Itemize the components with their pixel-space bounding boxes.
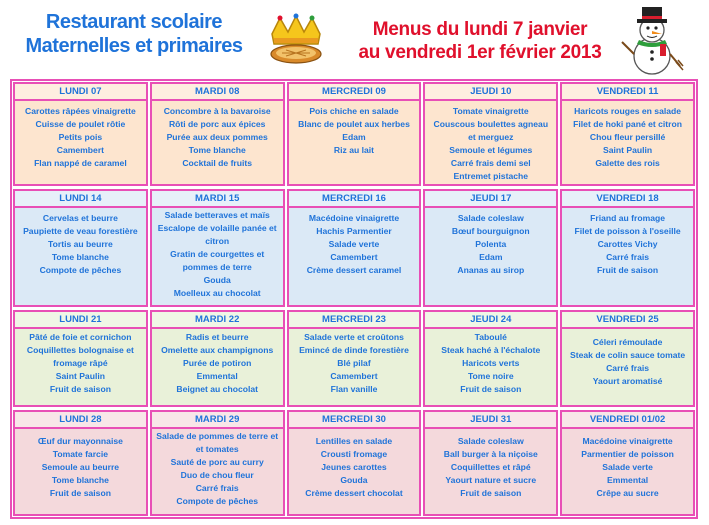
menu-item: Ball burger à la niçoise — [443, 449, 538, 459]
menu-item: Bœuf bourguignon — [451, 226, 530, 236]
menu-item: Flan nappé de caramel — [34, 158, 127, 168]
menu-item: Œuf dur mayonnaise — [37, 436, 123, 446]
menu-item: Cocktail de fruits — [182, 158, 253, 168]
menu-item: Galette des rois — [595, 158, 660, 168]
menu-item: Edam — [479, 252, 503, 262]
menu-item: Purée de potiron — [183, 358, 252, 368]
menu-item: Pois chiche en salade — [309, 106, 399, 116]
menu-item: Salade de pommes de terre et — [156, 431, 279, 441]
menu-item: Tome blanche — [188, 145, 246, 155]
menu-item: Coquillettes bolognaise et — [26, 345, 134, 355]
menu-item: Fruit de saison — [49, 384, 111, 394]
menu-items — [425, 208, 556, 277]
day-header: LUNDI 28 — [15, 412, 146, 429]
week-row-3 — [12, 310, 696, 407]
menu-item: Carré frais — [195, 483, 239, 493]
menu-item: Escalope de volaille panée et — [157, 223, 277, 233]
menu-item: Gouda — [203, 275, 231, 285]
header — [0, 0, 709, 80]
menu-item: Riz au lait — [333, 145, 375, 155]
menu-items — [289, 329, 420, 396]
menu-item: Friand au fromage — [590, 213, 666, 223]
day-header: MERCREDI 09 — [289, 84, 420, 101]
day-cell — [560, 82, 695, 186]
restaurant-title-line1: Restaurant scolaire — [45, 11, 223, 33]
day-cell — [560, 410, 695, 516]
menu-item: Hachis Parmentier — [316, 226, 392, 236]
menu-item: Rôti de porc aux épices — [168, 119, 266, 129]
menu-item: Blanc de poulet aux herbes — [298, 119, 410, 129]
day-cell — [150, 410, 285, 516]
menu-item: Saint Paulin — [55, 371, 105, 381]
day-cell — [287, 189, 422, 307]
menu-item: Crousti fromage — [320, 449, 388, 459]
menu-item: Tome noire — [467, 371, 514, 381]
menu-item: Haricots rouges en salade — [574, 106, 682, 116]
menu-period-line1: Menus du lundi 7 janvier — [372, 19, 588, 40]
day-header: VENDREDI 25 — [562, 312, 693, 329]
menu-item: Crêpe au sucre — [596, 488, 659, 498]
menu-item: Salade verte — [328, 239, 380, 249]
menu-item: Emmental — [607, 475, 649, 485]
menu-item: Paupiette de veau forestière — [23, 226, 138, 236]
menu-items — [289, 208, 420, 277]
menu-item: Macédoine vinaigrette — [582, 436, 673, 446]
menu-item: Emincé de dinde forestière — [299, 345, 409, 355]
menu-item: Ananas au sirop — [457, 265, 525, 275]
menu-item: Compote de pêches — [176, 496, 259, 506]
menu-item: Chou fleur persillé — [589, 132, 666, 142]
menu-items — [289, 101, 420, 157]
menu-item: Blé pilaf — [337, 358, 371, 368]
menu-grid — [10, 79, 698, 519]
day-cell — [423, 82, 558, 186]
menu-item: citron — [205, 236, 230, 246]
day-header: MERCREDI 30 — [289, 412, 420, 429]
day-header: LUNDI 21 — [15, 312, 146, 329]
day-cell — [287, 82, 422, 186]
menu-item: Omelette aux champignons — [161, 345, 274, 355]
menu-item: Fruit de saison — [597, 265, 659, 275]
menu-item: Carré frais demi sel — [450, 158, 531, 168]
menu-item: Saint Paulin — [602, 145, 653, 155]
menu-item: Jeunes carottes — [321, 462, 387, 472]
day-cell — [13, 410, 148, 516]
menu-item: Beignet au chocolat — [176, 384, 259, 394]
day-cell — [287, 310, 422, 407]
menu-items — [425, 101, 556, 183]
menu-items — [425, 429, 556, 500]
menu-item: Steak de colin sauce tomate — [570, 350, 686, 360]
menu-item: Salade coleslaw — [457, 213, 524, 223]
menu-item: Coquillettes et râpé — [450, 462, 531, 472]
day-cell — [150, 82, 285, 186]
menu-items — [562, 101, 693, 170]
menu-item: Salade betteraves et maïs — [164, 210, 270, 220]
menu-item: Couscous boulettes agneau — [433, 119, 549, 129]
day-header: MERCREDI 16 — [289, 191, 420, 208]
menu-item: Cervelas et beurre — [42, 213, 118, 223]
menu-item: Tomate vinaigrette — [452, 106, 529, 116]
menu-items — [15, 208, 146, 277]
menu-items — [152, 101, 283, 170]
menu-item: et merguez — [468, 132, 514, 142]
day-cell — [150, 310, 285, 407]
menu-item: Tortis au beurre — [48, 239, 113, 249]
menu-item: Polenta — [475, 239, 507, 249]
menu-period-title — [330, 18, 630, 64]
menu-items — [15, 429, 146, 500]
day-header: MARDI 08 — [152, 84, 283, 101]
menu-items — [152, 208, 283, 300]
menu-item: Moelleux au chocolat — [173, 288, 261, 298]
day-cell — [150, 189, 285, 307]
day-cell — [13, 189, 148, 307]
day-header: VENDREDI 18 — [562, 191, 693, 208]
menu-item: Crème dessert chocolat — [305, 488, 403, 498]
day-header: JEUDI 17 — [425, 191, 556, 208]
day-cell — [13, 310, 148, 407]
menu-item: Compote de pêches — [39, 265, 122, 275]
menu-item: et tomates — [195, 444, 239, 454]
day-header: MERCREDI 23 — [289, 312, 420, 329]
day-header: MARDI 22 — [152, 312, 283, 329]
menu-item: pommes de terre — [182, 262, 252, 272]
menu-items — [152, 429, 283, 508]
menu-item: Petits pois — [58, 132, 103, 142]
day-cell — [423, 189, 558, 307]
menu-item: Radis et beurre — [185, 332, 249, 342]
menu-item: Carottes râpées vinaigrette — [24, 106, 136, 116]
menu-item: Tomate farcie — [52, 449, 109, 459]
day-cell — [13, 82, 148, 186]
day-cell — [423, 410, 558, 516]
menu-item: Semoule au beurre — [41, 462, 120, 472]
menu-item: Taboulé — [474, 332, 507, 342]
day-header: LUNDI 07 — [15, 84, 146, 101]
crown-galette-icon — [266, 12, 326, 67]
menu-item: Semoule et légumes — [449, 145, 533, 155]
menu-item: Tome blanche — [51, 475, 109, 485]
week-row-1 — [12, 82, 696, 186]
menu-item: Salade verte et croûtons — [304, 332, 404, 342]
menu-item: Filet de hoki pané et citron — [573, 119, 683, 129]
day-header: MARDI 15 — [152, 191, 283, 208]
menu-item: Fruit de saison — [460, 384, 522, 394]
menu-item: Concombre à la bavaroise — [163, 106, 271, 116]
day-header: VENDREDI 11 — [562, 84, 693, 101]
menu-item: Purée aux deux pommes — [166, 132, 268, 142]
menu-item: Parmentier de poisson — [581, 449, 674, 459]
menu-item: Macédoine vinaigrette — [308, 213, 400, 223]
day-header: MARDI 29 — [152, 412, 283, 429]
menu-items — [562, 208, 693, 277]
menu-item: Pâté de foie et cornichon — [29, 332, 132, 342]
menu-item: Yaourt nature et sucre — [445, 475, 537, 485]
day-cell — [560, 189, 695, 307]
menu-item: Sauté de porc au curry — [170, 457, 264, 467]
restaurant-title — [14, 10, 254, 58]
menu-items — [425, 329, 556, 396]
menu-items — [152, 329, 283, 396]
menu-items — [15, 101, 146, 170]
menu-item: Crème dessert caramel — [306, 265, 402, 275]
day-header: JEUDI 31 — [425, 412, 556, 429]
menu-item: Camembert — [330, 252, 378, 262]
menu-item: Camembert — [330, 371, 378, 381]
snowman-icon — [620, 4, 684, 78]
menu-item: Gouda — [340, 475, 368, 485]
menu-items — [15, 329, 146, 396]
menu-item: Filet de poisson à l'oseille — [574, 226, 681, 236]
menu-item: Fruit de saison — [49, 488, 111, 498]
menu-item: Emmental — [196, 371, 238, 381]
restaurant-title-line2: Maternelles et primaires — [25, 35, 243, 57]
menu-item: Salade verte — [602, 462, 653, 472]
menu-item: Duo de chou fleur — [180, 470, 254, 480]
menu-item: Yaourt aromatisé — [592, 376, 663, 386]
menu-item: Edam — [342, 132, 366, 142]
day-header: LUNDI 14 — [15, 191, 146, 208]
menu-item: Cuisse de poulet rôtie — [35, 119, 126, 129]
day-header: JEUDI 24 — [425, 312, 556, 329]
menu-item: Céleri rémoulade — [592, 337, 663, 347]
menu-items — [562, 429, 693, 500]
menu-item: Carré frais — [606, 363, 650, 373]
week-row-2 — [12, 189, 696, 307]
menu-item: Gratin de courgettes et — [170, 249, 265, 259]
menu-items — [289, 429, 420, 500]
menu-item: fromage râpé — [53, 358, 108, 368]
day-cell — [560, 310, 695, 407]
menu-item: Steak haché à l'échalote — [441, 345, 541, 355]
day-cell — [423, 310, 558, 407]
day-header: VENDREDI 01/02 — [562, 412, 693, 429]
menu-period-line2: au vendredi 1er février 2013 — [358, 42, 602, 63]
menu-item: Haricots verts — [462, 358, 520, 368]
menu-item: Salade coleslaw — [457, 436, 524, 446]
menu-item: Entremet pistache — [453, 171, 529, 181]
menu-item: Fruit de saison — [460, 488, 522, 498]
menu-item: Camembert — [56, 145, 105, 155]
menu-item: Tome blanche — [51, 252, 109, 262]
menu-item: Lentilles en salade — [315, 436, 393, 446]
menu-item: Carottes Vichy — [597, 239, 658, 249]
menu-item: Flan vanille — [330, 384, 378, 394]
day-cell — [287, 410, 422, 516]
menu-items — [562, 329, 693, 388]
week-row-4 — [12, 410, 696, 516]
menu-item: Carré frais — [606, 252, 650, 262]
day-header: JEUDI 10 — [425, 84, 556, 101]
